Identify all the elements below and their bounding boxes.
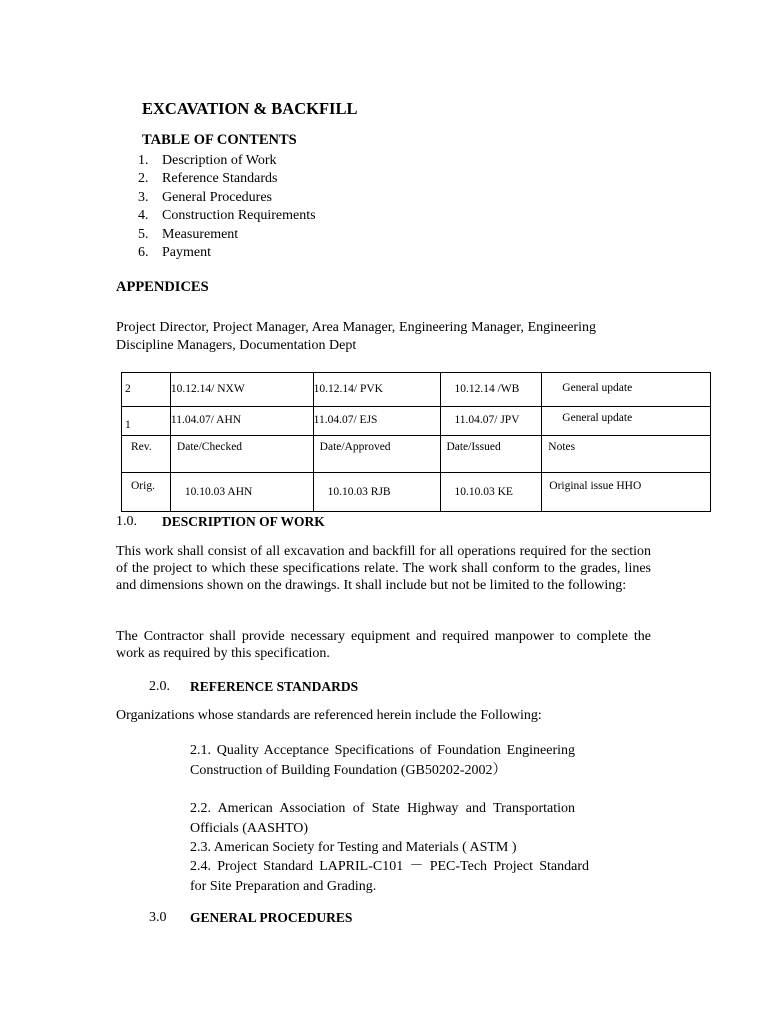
reference-item: 2.1. Quality Acceptance Specifications of Foundation Engineering Construction of Building Foundation (GB50202-2002） — [190, 743, 575, 778]
table-cell — [441, 407, 542, 436]
table-cell — [170, 436, 313, 473]
table-cell — [441, 436, 542, 473]
toc-list — [138, 152, 316, 262]
toc-item — [138, 170, 316, 188]
table-row — [122, 436, 711, 473]
table-cell — [170, 473, 313, 512]
table-cell — [122, 373, 171, 407]
date-checked: 11.04.07/ AHN — [170, 414, 242, 426]
date-issued-header: Date/Issued — [446, 441, 501, 453]
table-cell — [122, 473, 171, 512]
table-cell — [170, 407, 313, 436]
date-checked: 10.12.14/ NXW — [170, 383, 245, 395]
section-number: 2.0. — [149, 679, 170, 694]
table-row — [122, 407, 711, 436]
rev-number: Orig. — [131, 480, 155, 492]
toc-item-number: 3. — [138, 189, 149, 205]
notes: General update — [562, 412, 633, 424]
table-cell — [441, 473, 542, 512]
date-issued: 10.12.14 /WB — [454, 383, 520, 395]
paragraph: Organizations whose standards are referenced herein include the Following: — [116, 708, 542, 723]
toc-item — [138, 152, 316, 170]
section-heading: DESCRIPTION OF WORK — [162, 514, 325, 529]
date-approved: 10.12.14/ PVK — [313, 383, 383, 395]
date-approved: 10.10.03 RJB — [327, 486, 391, 498]
toc-item-text: Reference Standards — [162, 171, 278, 187]
section-heading: REFERENCE STANDARDS — [190, 679, 359, 694]
table-cell — [313, 436, 441, 473]
paragraph: This work shall consist of all excavation and backfill for all operations required for the section of the project to which these specifications relate. The work shall conform to the grades, lines and dimensions shown on the drawings. It shall include but not be limited to the following: — [116, 544, 651, 593]
table-row — [122, 473, 711, 512]
rev-number: 2 — [125, 383, 131, 395]
paragraph: The Contractor shall provide necessary equipment and required manpower to complete the work as required by this specification. — [116, 629, 651, 661]
table-cell — [542, 373, 711, 407]
toc-item — [138, 244, 316, 262]
notes: General update — [562, 382, 633, 394]
notes: Original issue HHO — [549, 480, 642, 492]
date-issued: 10.10.03 KE — [454, 486, 513, 498]
date-checked: 10.10.03 AHN — [184, 486, 253, 498]
toc-item-number: 5. — [138, 226, 149, 242]
toc-item — [138, 226, 316, 244]
table-row — [122, 373, 711, 407]
toc-item-number: 4. — [138, 208, 149, 224]
date-issued: 11.04.07/ JPV — [454, 414, 520, 426]
toc-heading: TABLE OF CONTENTS — [142, 132, 297, 148]
revision-table — [121, 372, 711, 512]
table-cell — [313, 407, 441, 436]
toc-item-text: General Procedures — [162, 189, 273, 205]
table-cell — [313, 473, 441, 512]
table-cell — [122, 436, 171, 473]
date-checked-header: Date/Checked — [176, 441, 243, 453]
reference-item: 2.3. American Society for Testing and Materials ( ASTM ) — [190, 840, 517, 855]
appendices-heading: APPENDICES — [116, 279, 209, 295]
date-approved: 11.04.07/ EJS — [313, 414, 378, 426]
toc-item-number: 1. — [138, 153, 149, 168]
toc-item-text: Measurement — [162, 226, 239, 242]
section-number: 1.0. — [116, 514, 137, 529]
table-cell — [542, 473, 711, 512]
date-approved-header: Date/Approved — [319, 441, 391, 453]
document-title: EXCAVATION & BACKFILL — [142, 99, 358, 118]
table-cell — [542, 436, 711, 473]
section-number: 3.0 — [149, 910, 167, 925]
table-cell — [170, 373, 313, 407]
table-cell — [313, 373, 441, 407]
toc-item-text: Construction Requirements — [162, 208, 316, 224]
table-cell — [542, 407, 711, 436]
distribution-list: Project Director, Project Manager, Area Manager, Engineering Manager, Engineering Discipline Managers, Documentation Dept — [116, 320, 596, 353]
reference-item: 2.2. American Association of State Highway and Transportation Officials (AASHTO) — [190, 801, 575, 836]
toc-item-text: Description of Work — [162, 153, 277, 168]
reference-item: 2.4. Project Standard LAPRIL-C101 － PEC-Tech Project Standard for Site Preparation and Grading. — [190, 859, 589, 894]
table-cell — [441, 373, 542, 407]
toc-item-text: Payment — [162, 244, 211, 260]
table-cell — [122, 407, 171, 436]
section-heading: GENERAL PROCEDURES — [190, 910, 353, 925]
notes-header: Notes — [548, 441, 576, 453]
rev-header: Rev. — [131, 441, 152, 453]
rev-number: 1 — [125, 419, 131, 431]
toc-item — [138, 207, 316, 225]
toc-item-number: 6. — [138, 244, 149, 260]
toc-item — [138, 189, 316, 207]
toc-item-number: 2. — [138, 171, 149, 187]
